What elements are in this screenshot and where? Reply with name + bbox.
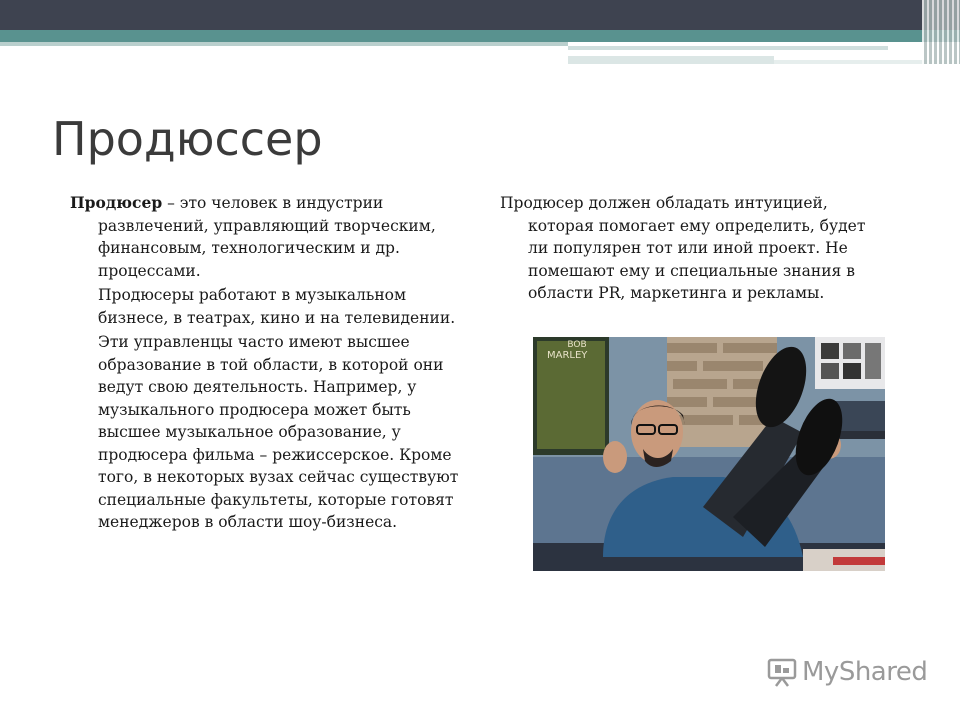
poster-text-1: BOB (567, 340, 587, 350)
slide-title: Продюссер (52, 112, 323, 166)
term-bold: Продюсер (70, 193, 163, 212)
header-line (568, 56, 774, 64)
header-band-teal (0, 30, 960, 42)
producer-photo (533, 337, 885, 571)
paragraph-intuition: Продюсер должен обладать интуицией, которая помогает ему определить, будет ли популярен тот или иной проект. Не помешают ему и специальные знания в области PR, маркетинга и рекламы. (500, 194, 866, 302)
right-text-column (500, 192, 890, 305)
definition-paragraph (70, 192, 470, 282)
paragraph-industries: Продюсеры работают в музыкальном бизнесе, в театрах, кино и на телевидении. (98, 286, 456, 327)
photo-illustration (533, 337, 885, 571)
definition-text: – это человек в индустрии развлечений, управляющий творческим, финансовым, технологическим и др. процессами. (98, 194, 436, 280)
paragraph-education: Эти управленцы часто имеют высшее образование в той области, в которой они ведут свою деятельность. Например, у музыкального продюсера может быть высшее музыкальное образование, у продюсера фильма – режиссерское. Кроме того, в некоторых вузах сейчас существуют специальные факультеты, которые готовят менеджеров в области шоу-бизнеса. (98, 333, 459, 531)
presentation-board-icon (766, 656, 798, 688)
poster-text-2: MARLEY (547, 350, 588, 361)
header-band-dark (0, 0, 960, 30)
left-text-column (70, 192, 470, 536)
header-line (568, 46, 888, 50)
header-stripes (922, 0, 960, 64)
header-line (0, 42, 568, 46)
watermark-text: MyShared (802, 657, 928, 687)
mysharded-logo (766, 656, 927, 688)
